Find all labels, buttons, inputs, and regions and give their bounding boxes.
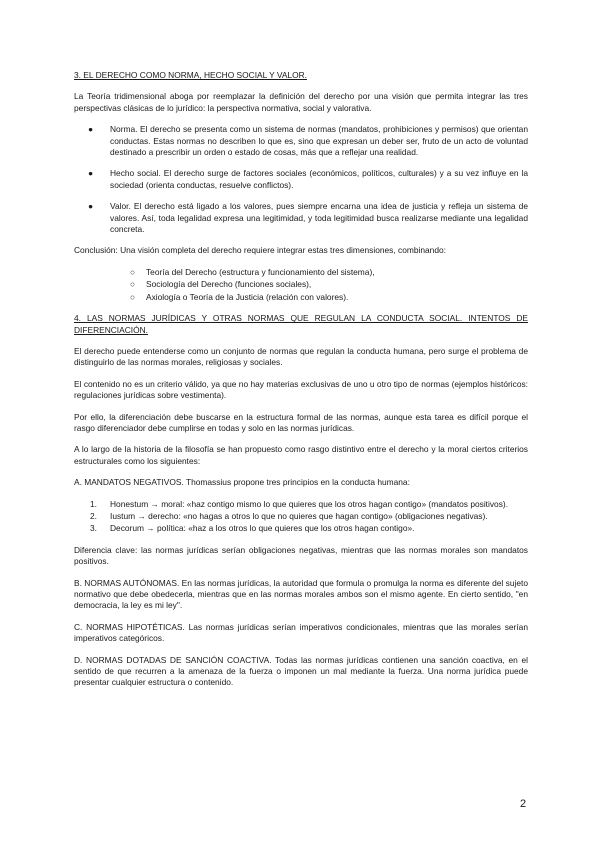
discipline-list [74, 267, 528, 303]
list-item [74, 168, 528, 191]
key-difference: Diferencia clave: las normas jurídicas serían obligaciones negativas, mientras que las normas morales son mandatos positivos. [74, 544, 528, 567]
page-content [74, 70, 528, 699]
list-item [74, 511, 528, 522]
list-item [74, 267, 528, 278]
page-number: 2 [520, 798, 527, 810]
criterion-b: B. NORMAS AUTÓNOMAS. En las normas jurídicas, la autoridad que formula o promulga la norma es diferente del sujeto normativo que debe obedecerla, mientras que en las normas morales ambos son el mismo agente. En cierto sentido, "en democracia, la ley es mi ley". [74, 577, 528, 611]
list-item-text: Norma. El derecho se presenta como un sistema de normas (mandatos, prohibiciones y permisos) que orientan conductas. Estas normas no describen lo que es, sino que expresan un deber ser, fruto de un acto de voluntad destinado a prescribir un orden o estado de cosas, más que a reflejar una realidad. [110, 124, 528, 158]
list-item-text: Valor. El derecho está ligado a los valores, pues siempre encarna una idea de justicia y refleja un sistema de valores. Así, toda legalidad expresa una legitimidad, y toda legitimidad busca realizarse mediante una legalidad concreta. [110, 201, 528, 235]
list-item [74, 499, 528, 510]
list-number: 3. [90, 523, 97, 534]
section-4-heading: 4. LAS NORMAS JURÍDICAS Y OTRAS NORMAS QUE REGULAN LA CONDUCTA SOCIAL. INTENTOS DE DIFERENCIACIÓN. [74, 313, 528, 335]
criterion-a-heading: A. MANDATOS NEGATIVOS. Thomassius propone tres principios en la conducta humana: [74, 477, 410, 488]
criterion-d: D. NORMAS DOTADAS DE SANCIÓN COACTIVA. Todas las normas jurídicas contienen una sanción coactiva, en el sentido de que recurren a la amenaza de la fuerza o imponen un mal mediante la fuerza. Una norma jurídica puede presentar cualquier estructura o contenido. [74, 654, 528, 688]
paragraph: El contenido no es un criterio válido, ya que no hay materias exclusivas de uno u otro tipo de normas (ejemplos históricos: regulaciones jurídicas sobre vestimenta). [74, 378, 528, 401]
bullet-icon: ● [88, 124, 94, 135]
list-item-text: Iustum → derecho: «no hagas a otros lo que no quieres que hagan contigo» (obligaciones negativas). [110, 510, 488, 521]
bullet-icon: ● [88, 201, 94, 212]
paragraph: A lo largo de la historia de la filosofía se han propuesto como rasgo distintivo entre el derecho y la moral ciertos criterios estructurales como los siguientes: [74, 444, 528, 466]
list-item [74, 523, 528, 534]
list-number: 1. [90, 498, 97, 509]
list-item-text: Sociología del Derecho (funciones sociales), [146, 279, 312, 290]
circle-bullet-icon: ○ [130, 279, 136, 290]
list-item-text: Teoría del Derecho (estructura y funcionamiento del sistema), [146, 266, 375, 277]
bullet-icon: ● [88, 168, 94, 179]
list-number: 2. [90, 510, 97, 521]
circle-bullet-icon: ○ [130, 291, 136, 302]
list-item-text: Honestum → moral: «haz contigo mismo lo que quieres que los otros hagan contigo» (mandatos positivos). [110, 498, 509, 509]
conclusion: Conclusión: Una visión completa del derecho requiere integrar estas tres dimensiones, combinando: [74, 245, 446, 256]
principles-list [74, 499, 528, 535]
list-item [74, 124, 528, 158]
list-item [74, 201, 528, 235]
circle-bullet-icon: ○ [130, 266, 136, 277]
section-3-intro: La Teoría tridimensional aboga por reemplazar la definición del derecho por una visión que permita integrar las tres perspectivas clásicas de lo jurídico: la perspectiva normativa, social y valorativa. [74, 91, 528, 113]
list-item-text: Hecho social. El derecho surge de factores sociales (económicos, políticos, culturales) y a su vez influye en la sociedad (orienta conductas, resuelve conflictos). [110, 168, 528, 190]
list-item [74, 279, 528, 290]
paragraph: Por ello, la diferenciación debe buscarse en la estructura formal de las normas, aunque esta tarea es difícil porque el rasgo diferenciador debe cumplirse en todas y solo en las normas jurídicas. [74, 411, 528, 433]
section-3-heading: 3. EL DERECHO COMO NORMA, HECHO SOCIAL Y VALOR. [74, 70, 307, 80]
paragraph: El derecho puede entenderse como un conjunto de normas que regulan la conducta humana, pero surge el problema de distinguirlo de las normas morales, religiosas y sociales. [74, 345, 528, 368]
list-item [74, 292, 528, 303]
criterion-c: C. NORMAS HIPOTÉTICAS. Las normas jurídicas serían imperativos condicionales, mientras que las morales serían imperativos categóricos. [74, 621, 528, 644]
list-item-text: Decorum → política: «haz a los otros lo que quieres que los otros hagan contigo». [110, 523, 415, 534]
list-item-text: Axiología o Teoría de la Justicia (relación con valores). [146, 291, 349, 302]
dimension-list [74, 124, 528, 235]
